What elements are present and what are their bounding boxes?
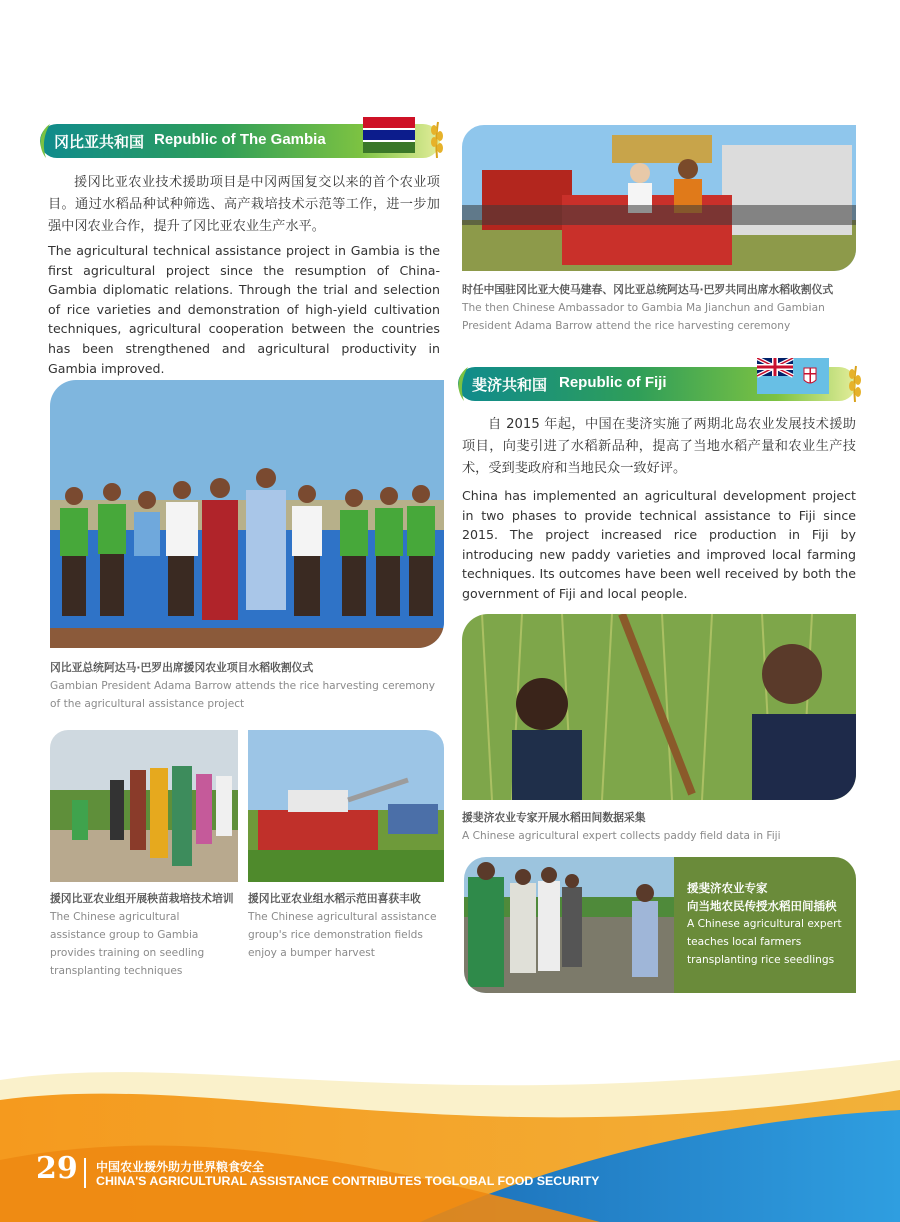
fiji-box-caption-cn-1: 援斐济农业专家 (687, 881, 768, 895)
fiji-caption-box (674, 857, 856, 993)
gambia-photo2-caption-en: Gambian President Adama Barrow attends the rice harvesting ceremony of the agricultural assistance project (50, 680, 436, 710)
fiji-photo1-caption-en: A Chinese agricultural expert collects paddy field data in Fiji (462, 830, 781, 842)
fiji-photo1-caption-cn: 援斐济农业专家开展水稻田间数据采集 (462, 811, 646, 824)
gambia-photo4-caption-cn: 援冈比亚农业组水稻示范田喜获丰收 (248, 892, 421, 905)
gambia-title-cn: 冈比亚共和国 (54, 133, 145, 151)
gambia-photo1-caption-en: The then Chinese Ambassador to Gambia Ma Jianchun and Gambian President Adama Barrow attend the rice harvesting ceremony (462, 302, 825, 332)
leaf-icon (454, 365, 470, 403)
page-number: 29 (36, 1151, 78, 1186)
photo-bumper-harvest (248, 730, 444, 882)
gambia-photo1-caption-cn: 时任中国驻冈比亚大使马建春、冈比亚总统阿达马·巴罗共同出席水稻收割仪式 (462, 283, 834, 296)
gambia-photo4-caption-en: The Chinese agricultural assistance group's rice demonstration fields enjoy a bumper harvest (248, 911, 437, 959)
wheat-icon (428, 120, 446, 158)
footer-title-en: CHINA'S AGRICULTURAL ASSISTANCE CONTRIBUTES TOGLOBAL FOOD SECURITY (96, 1174, 600, 1188)
photo-transplanting-teaching (464, 857, 674, 993)
gambia-photo3-caption-cn: 援冈比亚农业组开展秧苗栽培技术培训 (50, 892, 234, 905)
wheat-icon (846, 364, 864, 402)
fiji-flag-icon (757, 358, 829, 394)
fiji-title-cn: 斐济共和国 (472, 376, 548, 394)
gambia-photo2-caption-cn: 冈比亚总统阿达马·巴罗出席援冈农业项目水稻收割仪式 (50, 661, 314, 674)
photo-seedling-training (50, 730, 238, 882)
gambia-flag-icon (363, 117, 415, 153)
fiji-box-caption-en: A Chinese agricultural expert teaches local farmers transplanting rice seedlings (687, 918, 842, 966)
fiji-box-caption-cn-2: 向当地农民传授水稻田间插秧 (687, 899, 837, 913)
fiji-intro-cn: 自 2015 年起，中国在斐济实施了两期北岛农业发展技术援助项目，向斐引进了水稻新品种，提高了当地水稻产量和农业生产技术，受到斐政府和当地民众一致好评。 (462, 417, 856, 476)
gambia-photo3-caption-en: The Chinese agricultural assistance group to Gambia provides training on seedling transplanting techniques (50, 911, 205, 977)
fiji-intro-en: China has implemented an agricultural development project in two phases to provide technical assistance to Fiji since 2015. The project increased rice production in Fiji by introducing new paddy varieties and improved local farming techniques. Its outcomes have been well received by both the government of Fiji and local people. (462, 488, 856, 601)
gambia-intro-cn: 援冈比亚农业技术援助项目是中冈两国复交以来的首个农业项目。通过水稻品种试种筛选、高产栽培技术示范等工作，进一步加强中冈农业合作，提升了冈比亚农业生产水平。 (48, 175, 440, 234)
gambia-intro-en: The agricultural technical assistance project in Gambia is the first agricultural project since the resumption of China-Gambia diplomatic relations. Through the trial and selection of rice varieties and demonstration of high-yield cultivation techniques, agricultural cooperation between the countries has been strengthened and agricultural productivity in Gambia improved. (48, 243, 440, 376)
footer-title-cn: 中国农业援外助力世界粮食安全 (96, 1160, 265, 1174)
photo-paddy-data-collection (462, 614, 856, 800)
fiji-title-en: Republic of Fiji (559, 374, 667, 391)
photo-harvest-ceremony (462, 125, 856, 271)
footer-wave (0, 1040, 900, 1222)
leaf-icon (36, 122, 52, 160)
photo-group-rice-field (50, 380, 444, 648)
gambia-title-en: Republic of The Gambia (154, 131, 326, 148)
footer-divider (84, 1158, 86, 1188)
